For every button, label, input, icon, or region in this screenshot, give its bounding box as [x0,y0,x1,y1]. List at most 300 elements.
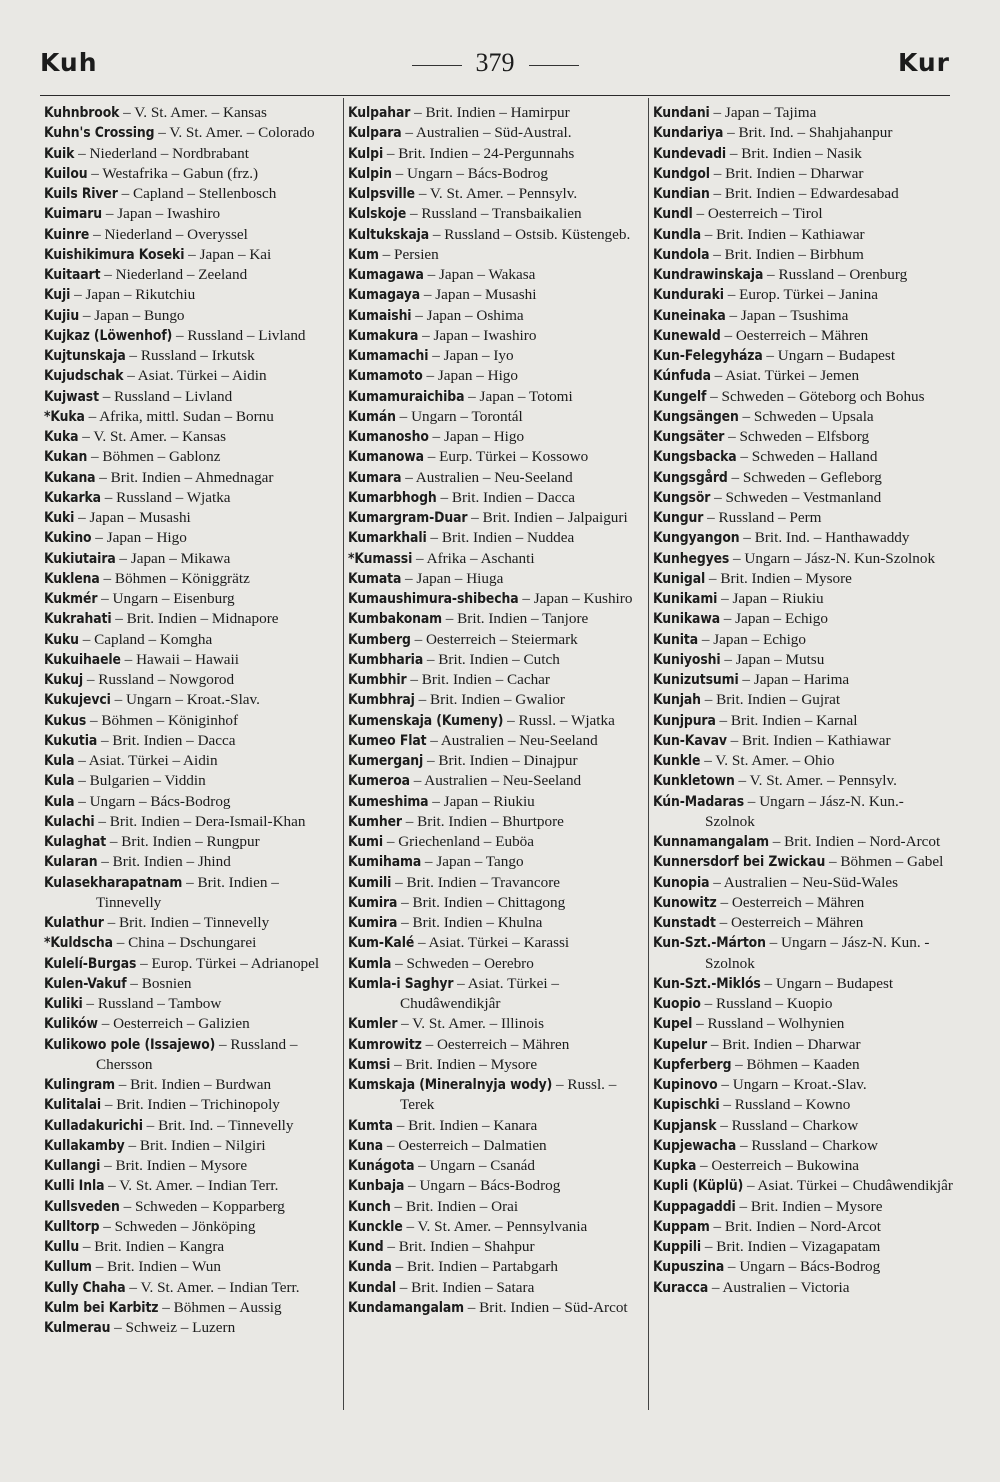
entry-term: Kumán [348,408,396,425]
gazetteer-entry [653,1136,953,1156]
entry-location: – Brit. Indien – Rungpur [106,833,260,850]
entry-location: – Böhmen – Kaaden [731,1055,860,1073]
gazetteer-entry [348,245,648,265]
header-left-catchword: Kuh [40,48,98,77]
entry-term: Kulikowo pole (Issajewo) [44,1036,216,1053]
entry-term: Kulpara [348,125,402,142]
entry-location: – Schweden – Kopparberg [119,1197,285,1215]
gazetteer-entry [348,630,648,650]
entry-term: Kuhn's Crossing [44,125,155,142]
entry-term: Kuik [44,145,75,162]
entry-term: Kuppili [653,1239,702,1255]
gazetteer-entry [653,549,953,569]
entry-term: Kumaushimura-shibecha [348,591,519,607]
gazetteer-entry [44,994,344,1014]
gazetteer-entry [348,549,648,569]
entry-term: Kujtunskaja [44,348,126,364]
entry-term: Kunikawa [653,611,720,628]
entry-term: Kumanowa [348,449,424,466]
gazetteer-column-1 [44,103,344,1338]
entry-term: Kunigal [653,570,706,587]
entry-term: Kula [44,753,75,769]
entry-term: Kumla [348,955,392,972]
entry-term: Kumamachi [348,348,429,364]
entry-location: – Brit. Indien – Shahpur [383,1238,535,1255]
entry-location: – Russland – Perm [703,509,822,526]
gazetteer-entry [348,1136,648,1156]
entry-term: Kumenskaja (Kumeny) [348,712,504,729]
entry-location: – Ungarn – Budapest [762,347,896,364]
gazetteer-entry [653,771,953,791]
entry-location: – Oesterreich – Steiermark [410,630,578,648]
gazetteer-entry [348,1298,648,1318]
entry-location: – Australien – Süd-Austral. [401,124,572,142]
gazetteer-entry [44,1237,344,1257]
entry-location: – Oesterreich – Mähren [421,1035,570,1053]
entry-location: – Oesterreich – Mähren [720,326,869,344]
gazetteer-entry [348,184,648,204]
entry-location: – Schweden – Vestmanland [710,488,882,506]
entry-term: Kupka [653,1158,697,1174]
gazetteer-entry [44,711,344,731]
gazetteer-entry [44,933,344,953]
entry-location: – Asiat. Türkei – Aidin [74,752,218,769]
gazetteer-entry [348,873,648,893]
gazetteer-entry [348,265,648,285]
entry-location: – Bosnien [126,974,192,992]
entry-location: – Brit. Ind. – Hanthawaddy [739,529,910,547]
entry-term: Kuilou [44,165,88,182]
gazetteer-entry [44,285,344,305]
entry-term: Kundla [653,226,701,243]
gazetteer-entry [44,1278,344,1298]
entry-term: Kundrawinskaja [653,267,764,283]
entry-term: Kumarkhali [348,530,427,547]
gazetteer-entry [44,650,344,670]
entry-term: Kunnersdorf bei Zwickau [653,854,826,871]
gazetteer-entry [653,1237,953,1257]
gazetteer-entry [44,812,344,832]
gazetteer-entry [44,468,344,488]
entry-term: Kunkletown [653,773,735,790]
gazetteer-entry [653,164,953,184]
entry-term: Kunopia [653,874,710,891]
entry-term: Kukujevci [44,692,111,709]
entry-term: Kumamuraichiba [348,388,465,405]
entry-location: – Australien – Neu-Seeland [401,468,573,486]
gazetteer-entry [653,1176,953,1196]
entry-location: – Oesterreich – Galizien [97,1015,250,1033]
entry-location: – Brit. Indien – Vizagapatam [701,1238,881,1255]
entry-term: *Kumassi [348,550,413,567]
entry-location: – Australien – Victoria [708,1278,850,1296]
entry-term: Kularan [44,854,98,871]
entry-location: – Japan – Oshima [411,306,524,324]
gazetteer-entry [348,1217,648,1237]
entry-location: – Asiat. Türkei – Chudâwendikjâr [743,1177,953,1195]
entry-location: – Böhmen – Königgrätz [99,569,250,587]
entry-term: Kuppam [653,1218,710,1235]
entry-term: Kunhegyes [653,550,730,567]
entry-location: – Russland – Kuopio [700,995,833,1012]
entry-location: – Japan – Riukiu [717,590,824,607]
entry-location: – Brit. Indien – Cutch [423,650,560,668]
entry-term: Kupjewacha [653,1137,737,1154]
entry-term: Kumaishi [348,307,412,324]
gazetteer-entry [653,569,953,589]
entry-location: – Australien – Neu-Seeland [409,772,582,790]
gazetteer-entry [653,609,953,629]
entry-location: – Brit. Indien – Jhind [97,853,231,871]
entry-term: Kunckle [348,1218,403,1235]
entry-location: – Brit. Indien – Ahmednagar [95,468,274,486]
entry-term: Kumsi [348,1056,391,1073]
entry-term: Kultukskaja [348,226,430,243]
gazetteer-entry [653,508,953,528]
entry-term: Kuitaart [44,267,101,283]
entry-location: – Japan – Rikutchiu [70,286,196,304]
entry-location: – Brit. Indien – Nilgiri [124,1136,266,1154]
gazetteer-entry [348,366,648,386]
entry-location: – Brit. Indien – Dacca [97,731,236,749]
gazetteer-entry [653,447,953,467]
entry-location: – Schweden – Upsala [738,407,874,425]
gazetteer-entry [348,447,648,467]
entry-location: – Böhmen – Gabel [825,853,944,871]
entry-term: Kupinovo [653,1077,718,1093]
entry-term: Kukino [44,530,92,547]
entry-location: – Brit. Indien – 24-Pergunnahs [383,144,575,162]
entry-location: – Brit. Indien – Birbhum [709,245,864,263]
gazetteer-entry [653,1116,953,1136]
entry-term: Kumargram-Duar [348,510,468,526]
gazetteer-entry [348,468,648,488]
entry-location: – V. St. Amer. – Kansas [119,104,267,121]
entry-location: – Brit. Indien – Tanjore [441,610,589,628]
entry-term: Kumla-i Saghyr [348,975,454,992]
entry-location: – Böhmen – Königinhof [86,711,239,729]
gazetteer-entry [348,1075,648,1116]
entry-term: Kumanosho [348,429,429,445]
gazetteer-entry [653,265,953,285]
entry-location: – Russl. – Terek [400,1076,617,1114]
gazetteer-entry [653,751,953,771]
entry-location: – V. St. Amer. – Indian Terr. [104,1177,279,1195]
gazetteer-entry [348,751,648,771]
entry-location: – Ungarn – Jász-N. Kun-Szolnok [729,549,936,567]
entry-location: – Japan – Tsushima [725,306,849,324]
entry-term: Kullsveden [44,1198,120,1215]
gazetteer-entry [44,670,344,690]
entry-term: Kukus [44,712,87,729]
gazetteer-entry [44,832,344,852]
entry-location: – Japan – Echigo [719,610,828,628]
entry-location: – Japan – Mikawa [115,549,231,567]
entry-location: – Ungarn – Bács-Bodrog [404,1177,561,1195]
gazetteer-entry [44,751,344,771]
entry-location: – Ungarn – Bács-Bodrog [391,164,548,182]
entry-term: Kulpsville [348,186,416,202]
entry-location: – Brit. Indien – Travancore [391,873,561,891]
gazetteer-entry [653,1055,953,1075]
entry-term: Kún-Madaras [653,793,744,810]
entry-term: Kunda [348,1259,392,1276]
entry-location: – Brit. Indien – Kangra [79,1238,225,1255]
entry-term: Kuinre [44,226,90,243]
entry-term: Kumbhir [348,672,407,688]
entry-location: – Brit. Indien – Partabgarh [391,1258,559,1276]
entry-term: Kuna [348,1137,384,1154]
entry-term: Kumihama [348,854,422,871]
entry-term: Kumher [348,813,402,830]
entry-location: – Europ. Türkei – Adrianopel [136,954,320,972]
entry-term: Kupel [653,1016,693,1033]
entry-location: – Brit. Indien – Trichinopoly [101,1096,280,1114]
entry-location: – Brit. Indien – Cachar [406,671,550,688]
gazetteer-entry [653,852,953,872]
entry-location: – Japan – Riukiu [428,792,535,810]
gazetteer-entry [348,1055,648,1075]
entry-location: – Japan – Hiuga [401,569,504,587]
gazetteer-entry [348,1176,648,1196]
gazetteer-entry [348,144,648,164]
entry-term: Kun-Szt.-Miklós [653,975,761,992]
gazetteer-entry [653,1278,953,1298]
entry-term: Kungsgård [653,469,728,486]
gazetteer-column-3 [653,103,953,1298]
entry-term: Kupischki [653,1097,720,1114]
entry-location: – Japan – Mutsu [720,650,825,668]
gazetteer-entry [44,1217,344,1237]
entry-term: Kuracca [653,1279,709,1296]
entry-location: – Oesterreich – Mähren [716,893,865,911]
header-dash-left [412,65,462,66]
entry-location: – Russland – Orenburg [763,266,908,283]
entry-term: Kupli (Küplü) [653,1178,744,1195]
entry-term: Kumrowitz [348,1036,422,1053]
page-number: 379 [475,48,515,77]
entry-location: – Westafrika – Gabun (frz.) [87,164,259,182]
entry-location: – V. St. Amer. – Colorado [154,124,315,142]
gazetteer-entry [348,488,648,508]
entry-term: Kulen-Vakuf [44,975,127,992]
entry-term: Kuhnbrook [44,105,120,121]
entry-location: – Asiat. Türkei – Karassi [414,934,570,952]
entry-term: Kundal [348,1279,396,1296]
gazetteer-entry [44,528,344,548]
entry-term: Kuopio [653,996,701,1012]
entry-term: Kulitalai [44,1097,102,1114]
entry-location: – Brit. Indien – Mysore [390,1055,538,1073]
gazetteer-entry [44,1176,344,1196]
entry-location: – Brit. Indien – Dharwar [709,164,864,182]
entry-location: – Japan – Bungo [79,306,185,324]
gazetteer-entry [348,974,648,1015]
entry-location: – Brit. Indien – Hamirpur [410,104,570,121]
entry-location: – Bulgarien – Viddin [74,772,206,790]
entry-term: *Kuka [44,408,85,425]
gazetteer-entry [44,974,344,994]
entry-location: – Ungarn – Bács-Bodrog [724,1258,881,1276]
gazetteer-entry [44,1298,344,1318]
gazetteer-entry [348,893,648,913]
gazetteer-entry [348,164,648,184]
gazetteer-entry [348,508,648,528]
entry-term: Kukan [44,449,88,466]
entry-term: Kundl [653,206,693,223]
entry-location: – Brit. Indien – Bhurtpore [401,812,564,830]
entry-term: Kuppagaddi [653,1198,736,1215]
entry-location: – Böhmen – Aussig [158,1298,282,1316]
entry-location: – Brit. Indien – Kathiawar [726,731,891,749]
gazetteer-entry [348,123,648,143]
gazetteer-entry [653,1217,953,1237]
entry-term: Kulltorp [44,1218,100,1235]
entry-location: – Brit. Indien – Wun [91,1258,221,1276]
gazetteer-entry [44,569,344,589]
gazetteer-entry [653,893,953,913]
entry-location: – V. St. Amer. – Kansas [78,428,226,445]
gazetteer-entry [44,589,344,609]
entry-term: Kulladakurichi [44,1117,143,1134]
entry-term: Kukutia [44,732,98,749]
gazetteer-entry [348,670,648,690]
gazetteer-entry [44,873,344,914]
entry-term: Kungsbacka [653,449,737,466]
entry-term: Kundani [653,105,710,121]
entry-location: – Asiat. Türkei – Aidin [123,367,267,385]
gazetteer-entry [653,184,953,204]
gazetteer-entry [44,1197,344,1217]
entry-term: Kumeroa [348,773,410,790]
gazetteer-entry [44,184,344,204]
entry-term: Kumta [348,1117,393,1134]
entry-term: Kujwast [44,388,99,405]
entry-term: Kum-Kalé [348,935,415,952]
entry-location: – Ungarn – Kroat.-Slav. [110,691,260,709]
gazetteer-entry [653,245,953,265]
entry-location: – Brit. Indien – Edwardesabad [709,185,899,202]
gazetteer-entry [44,954,344,974]
gazetteer-entry [653,407,953,427]
gazetteer-entry [348,1257,648,1277]
gazetteer-entry [44,1318,344,1338]
entry-term: Kuku [44,631,79,648]
entry-location: – Brit. Indien – Midnapore [111,610,279,628]
entry-location: – Russland – Wolhynien [692,1015,845,1033]
gazetteer-entry [653,650,953,670]
entry-term: Kumbharia [348,651,424,668]
gazetteer-entry [348,933,648,953]
entry-term: Kulaghat [44,834,107,850]
gazetteer-entry [653,285,953,305]
entry-term: *Kuldscha [44,935,113,952]
entry-term: Kupelur [653,1036,708,1053]
gazetteer-entry [653,832,953,852]
entry-term: Kumi [348,834,384,850]
entry-term: Kumira [348,894,398,911]
gazetteer-entry [44,1014,344,1034]
gazetteer-entry [44,771,344,791]
entry-location: – Japan – Tango [421,853,524,871]
gazetteer-entry [348,731,648,751]
gazetteer-entry [44,245,344,265]
entry-location: – Russland – Nowgorod [83,671,235,688]
entry-term: Kumberg [348,631,411,648]
gazetteer-entry [44,265,344,285]
gazetteer-entry [348,1014,648,1034]
entry-location: – Australien – Neu-Süd-Wales [709,873,898,891]
entry-location: – Schweden – Elfsborg [724,428,870,445]
entry-term: Kundian [653,186,710,202]
entry-location: – Brit. Indien – Karnal [715,711,858,729]
entry-term: Kumira [348,915,398,931]
gazetteer-entry [44,103,344,123]
gazetteer-entry [44,549,344,569]
entry-location: – Brit. Indien – Dharwar [707,1035,861,1053]
gazetteer-entry [348,609,648,629]
gazetteer-entry [44,204,344,224]
gazetteer-entry [653,1197,953,1217]
gazetteer-entry [653,387,953,407]
gazetteer-entry [348,852,648,872]
gazetteer-entry [653,974,953,994]
gazetteer-entry [653,1257,953,1277]
entry-location: – Capland – Komgha [78,630,213,648]
entry-location: – Brit. Indien – Tinnevelly [96,873,279,911]
entry-location: – Schweden – Halland [736,448,878,466]
entry-location: – Japan – Harima [738,671,850,688]
entry-term: Kumata [348,570,402,587]
entry-term: Kujiu [44,307,80,324]
gazetteer-entry [44,1156,344,1176]
entry-term: Kulpin [348,165,392,182]
entry-term: Kumili [348,874,392,891]
entry-location: – Oesterreich – Mähren [715,914,864,931]
gazetteer-column-2 [348,103,648,1318]
entry-location: – Brit. Indien – Orai [390,1197,519,1215]
entry-location: – Brit. Indien – Kanara [392,1116,538,1134]
entry-location: – Russland – Chersson [96,1035,298,1073]
entry-location: – Brit. Indien – Dacca [436,488,575,506]
entry-term: Kumagawa [348,267,424,283]
entry-term: Kumara [348,469,402,486]
gazetteer-entry [44,690,344,710]
gazetteer-entry [348,589,648,609]
entry-term: Kulasekharapatnam [44,874,183,891]
entry-location: – Ungarn – Bács-Bodrog [74,792,231,810]
entry-term: Kujkaz (Löwenhof) [44,327,173,344]
entry-location: – China – Dschungarei [112,934,257,952]
entry-location: – Brit. Indien – Burdwan [114,1076,272,1093]
gazetteer-entry [348,832,648,852]
entry-location: – Brit. Indien – Khulna [397,914,543,931]
entry-term: Kukmér [44,591,98,607]
entry-location: – Russland – Ostsib. Küstengeb. [429,225,631,243]
entry-term: Kuimaru [44,206,103,223]
gazetteer-entry [44,630,344,650]
gazetteer-entry [653,1035,953,1055]
entry-location: – Schweden – Gefleborg [727,468,882,486]
gazetteer-entry [44,144,344,164]
gazetteer-entry [44,366,344,386]
entry-term: Kuishikimura Koseki [44,246,185,263]
gazetteer-entry [44,1095,344,1115]
entry-location: – Afrika, mittl. Sudan – Bornu [84,407,274,425]
gazetteer-entry [348,346,648,366]
gazetteer-entry [44,1116,344,1136]
entry-location: – Oesterreich – Dalmatien [383,1136,547,1154]
